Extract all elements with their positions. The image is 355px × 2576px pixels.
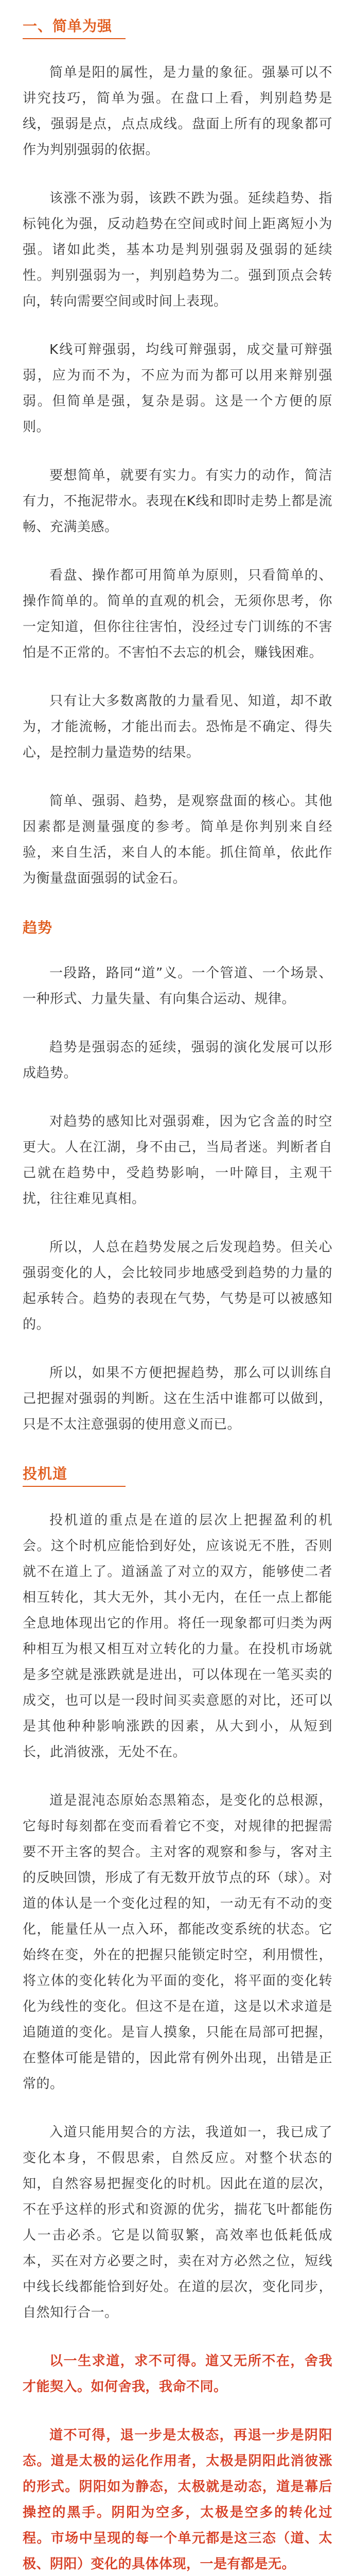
- paragraph: 该涨不涨为弱，该跌不跌为强。延续趋势、指标钝化为强，反动趋势在空间或时间上距离短小为强。诸如此类，基本功是判别强弱及强弱的延续性。判别强弱为一，判别趋势为二。强到顶点会转向，转向需要空间或时间上表现。: [23, 191, 332, 309]
- highlight-paragraph: 道不可得，退一步是太极态，再退一步是阴阳态。道是太极的运化作用者，太极是阴阳此消彼涨的形式。阴阳如为静态，太极就是动态，道是幕后操控的黑手。阴阳为空多，太极是空多的转化过程。市场中呈现的每一个单元都是这三态（道、太极、阴阳）变化的具体体现，一是有都是无。: [23, 2428, 332, 2572]
- section-header-1: [23, 12, 126, 39]
- paragraph: K线可辩强弱，均线可辩强弱，成交量可辩强弱，应为而不为，不应为而为都可以用来辩别强弱。但简单是强，复杂是弱。这是一个方便的原则。: [23, 342, 332, 435]
- paragraph: 简单是阳的属性，是力量的象征。强暴可以不讲究技巧，简单为强。在盘口上看，判别趋势是线，强弱是点，点点成线。盘面上所有的现象都可作为判别强弱的依据。: [23, 65, 332, 158]
- paragraph: 只有让大多数离散的力量看见、知道，却不敢为，才能流畅，才能出而去。恐怖是不确定、得失心，是控制力量造势的结果。: [23, 693, 332, 760]
- paragraph: 简单、强弱、趋势，是观察盘面的核心。其他因素都是测量强度的参考。简单是你判别来自经验，来自生活，来自人的本能。抓住简单，依此作为衡量盘面强弱的试金石。: [23, 793, 332, 886]
- section-title: 投机道: [23, 1465, 68, 1482]
- paragraph: 所以，如果不方便把握趋势，那么可以训练自己把握对强弱的判断。这在生活中谁都可以做到，只是不太注意强弱的使用意义而已。: [23, 1365, 332, 1432]
- paragraph: 一段路，路同“道”义。一个管道、一个场景、一种形式、力量失量、有向集合运动、规律。: [23, 965, 332, 1007]
- paragraph: 趋势是强弱态的延续，强弱的演化发展可以形成趋势。: [23, 1040, 332, 1081]
- paragraph: 道是混沌态原始态黑箱态，是变化的总根源，它每时每刻都在变而看着它不变，对规律的把握需要不开主客的契合。主对客的观察和参与，客对主的反映回馈，形成了有无数开放节点的环（球）。对道的体认是一个变化过程的知，一动无有不动的变化，能量任从一点入环，都能改变系统的状态。它始终在变，外在的把握只能锁定时空，利用惯性，将立体的变化转化为平面的变化，将平面的变化转化为线性的变化。但这不是在道，这是以术求道是追随道的变化。是盲人摸象，只能在局部可把握，在整体可能是错的，因此常有例外出现，出错是正常的。: [23, 1793, 332, 2092]
- section-header-2: [23, 914, 332, 940]
- section-header-3: [23, 1460, 126, 1487]
- section-title: 一、简单为强: [23, 18, 113, 35]
- paragraph: 投机道的重点是在道的层次上把握盈利的机会。这个时机应能恰到好处，应该说无不胜，否则就不在道上了。道涵盖了对立的双方，能够使二者相互转化，其大无外，其小无内，在任一点上都能全息地体现出它的作用。将任一现象都可归类为两种相互为根又相互对立转化的力量。在投机市场就是多空就是涨跌就是进出，可以体现在一笔买卖的成交，也可以是一段时间买卖意愿的对比，还可以是其他种种影响涨跌的因素，从大到小，从短到长，此消彼涨，无处不在。: [23, 1513, 332, 1760]
- highlight-paragraph: 以一生求道，求不可得。道又无所不在，舍我才能契入。如何舍我，我命不同。: [23, 2353, 332, 2395]
- section-title: 趋势: [23, 919, 53, 936]
- paragraph: 入道只能用契合的方法，我道如一，我已成了变化本身，不假思索，自然反应。对整个状态的知，自然容易把握变化的时机。因此在道的层次，不在乎这样的形式和资源的优劣，揣花飞叶都能伤人一击必杀。它是以简驭繁，高效率也低耗低成本，买在对方必要之时，卖在对方必然之位，短线中线长线都能恰到好处。在道的层次，变化同步，自然知行合一。: [23, 2125, 332, 2320]
- paragraph: 所以，人总在趋势发展之后发现趋势。但关心强弱变化的人，会比较同步地感受到趋势的力量的起承转合。趋势的表现在气势，气势是可以被感知的。: [23, 1240, 332, 1332]
- paragraph: 对趋势的感知比对强弱难，因为它含盖的时空更大。人在江湖，身不由己，当局者迷。判断者自己就在趋势中，受趋势影响，一叶障目，主观干扰，往往难见真相。: [23, 1114, 332, 1207]
- paragraph: 要想简单，就要有实力。有实力的动作，简洁有力，不拖泥带水。表现在K线和即时走势上都是流畅、充满美感。: [23, 468, 332, 535]
- paragraph: 看盘、操作都可用简单为原则，只看简单的、操作简单的。简单的直观的机会，无须你思考，你一定知道，但你往往害怕，没经过专门训练的不害怕是不正常的。不害怕不去忘的机会，赚钱困难。: [23, 568, 332, 660]
